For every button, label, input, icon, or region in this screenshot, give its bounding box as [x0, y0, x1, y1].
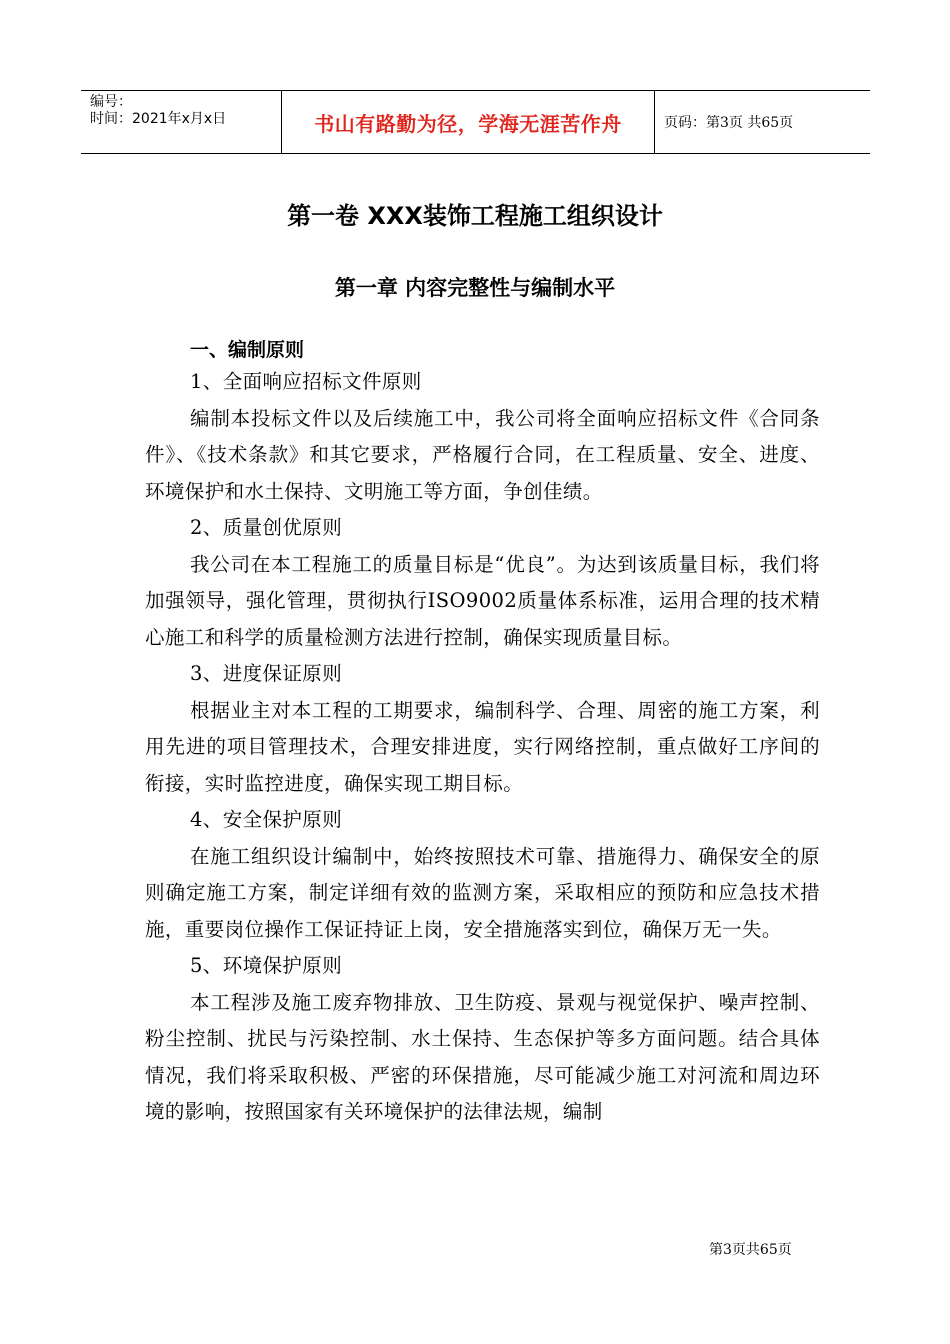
- document-date-label: 时间：2021年x月x日: [90, 111, 227, 127]
- principle-body: 我公司在本工程施工的质量目标是“优良”。为达到该质量目标，我们将加强领导，强化管理，贯彻执行ISO9002质量体系标准，运用合理的技术精心施工和科学的质量检测方法进行控制，确保实现质量目标。: [145, 552, 820, 649]
- principle-title: 1、全面响应招标文件原则: [190, 370, 422, 393]
- header-motto: 书山有路勤为径，学海无涯苦作舟: [282, 91, 655, 153]
- document-number-label: 编号：: [90, 94, 132, 110]
- principle-body: 本工程涉及施工废弃物排放、卫生防疫、景观与视觉保护、噪声控制、粉尘控制、扰民与污染控制、水土保持、生态保护等多方面问题。结合具体情况，我们将采取积极、严密的环保措施，尽可能减少施工对河流和周边环境的影响，按照国家有关环境保护的法律法规，编制: [145, 990, 820, 1123]
- document-body: [145, 364, 820, 1131]
- principle-title: 2、质量创优原则: [190, 516, 343, 539]
- volume-title: 第一卷 XXX装饰工程施工组织设计: [287, 202, 663, 230]
- principle-title: 5、环境保护原则: [190, 954, 343, 977]
- principle-title: 3、进度保证原则: [190, 662, 343, 685]
- page-header: [81, 90, 870, 154]
- principle-title: 4、安全保护原则: [190, 808, 343, 831]
- principle-body: 根据业主对本工程的工期要求，编制科学、合理、周密的施工方案，利用先进的项目管理技术，合理安排进度，实行网络控制，重点做好工序间的衔接，实时监控进度，确保实现工期目标。: [145, 698, 820, 795]
- header-meta-cell: [81, 91, 282, 153]
- principle-body: 编制本投标文件以及后续施工中，我公司将全面响应招标文件《合同条件》、《技术条款》和其它要求，严格履行合同，在工程质量、安全、进度、环境保护和水土保持、文明施工等方面，争创佳绩。: [145, 406, 820, 503]
- chapter-title: 第一章 内容完整性与编制水平: [334, 276, 616, 300]
- header-page-info: 页码：第3页 共65页: [664, 115, 794, 131]
- principle-body: 在施工组织设计编制中，始终按照技术可靠、措施得力、确保安全的原则确定施工方案，制定详细有效的监测方案，采取相应的预防和应急技术措施，重要岗位操作工保证持证上岗，安全措施落实到位，确保万无一失。: [145, 844, 820, 941]
- page-footer: 第3页共65页: [709, 1242, 792, 1258]
- section-heading: 一、编制原则: [190, 339, 305, 361]
